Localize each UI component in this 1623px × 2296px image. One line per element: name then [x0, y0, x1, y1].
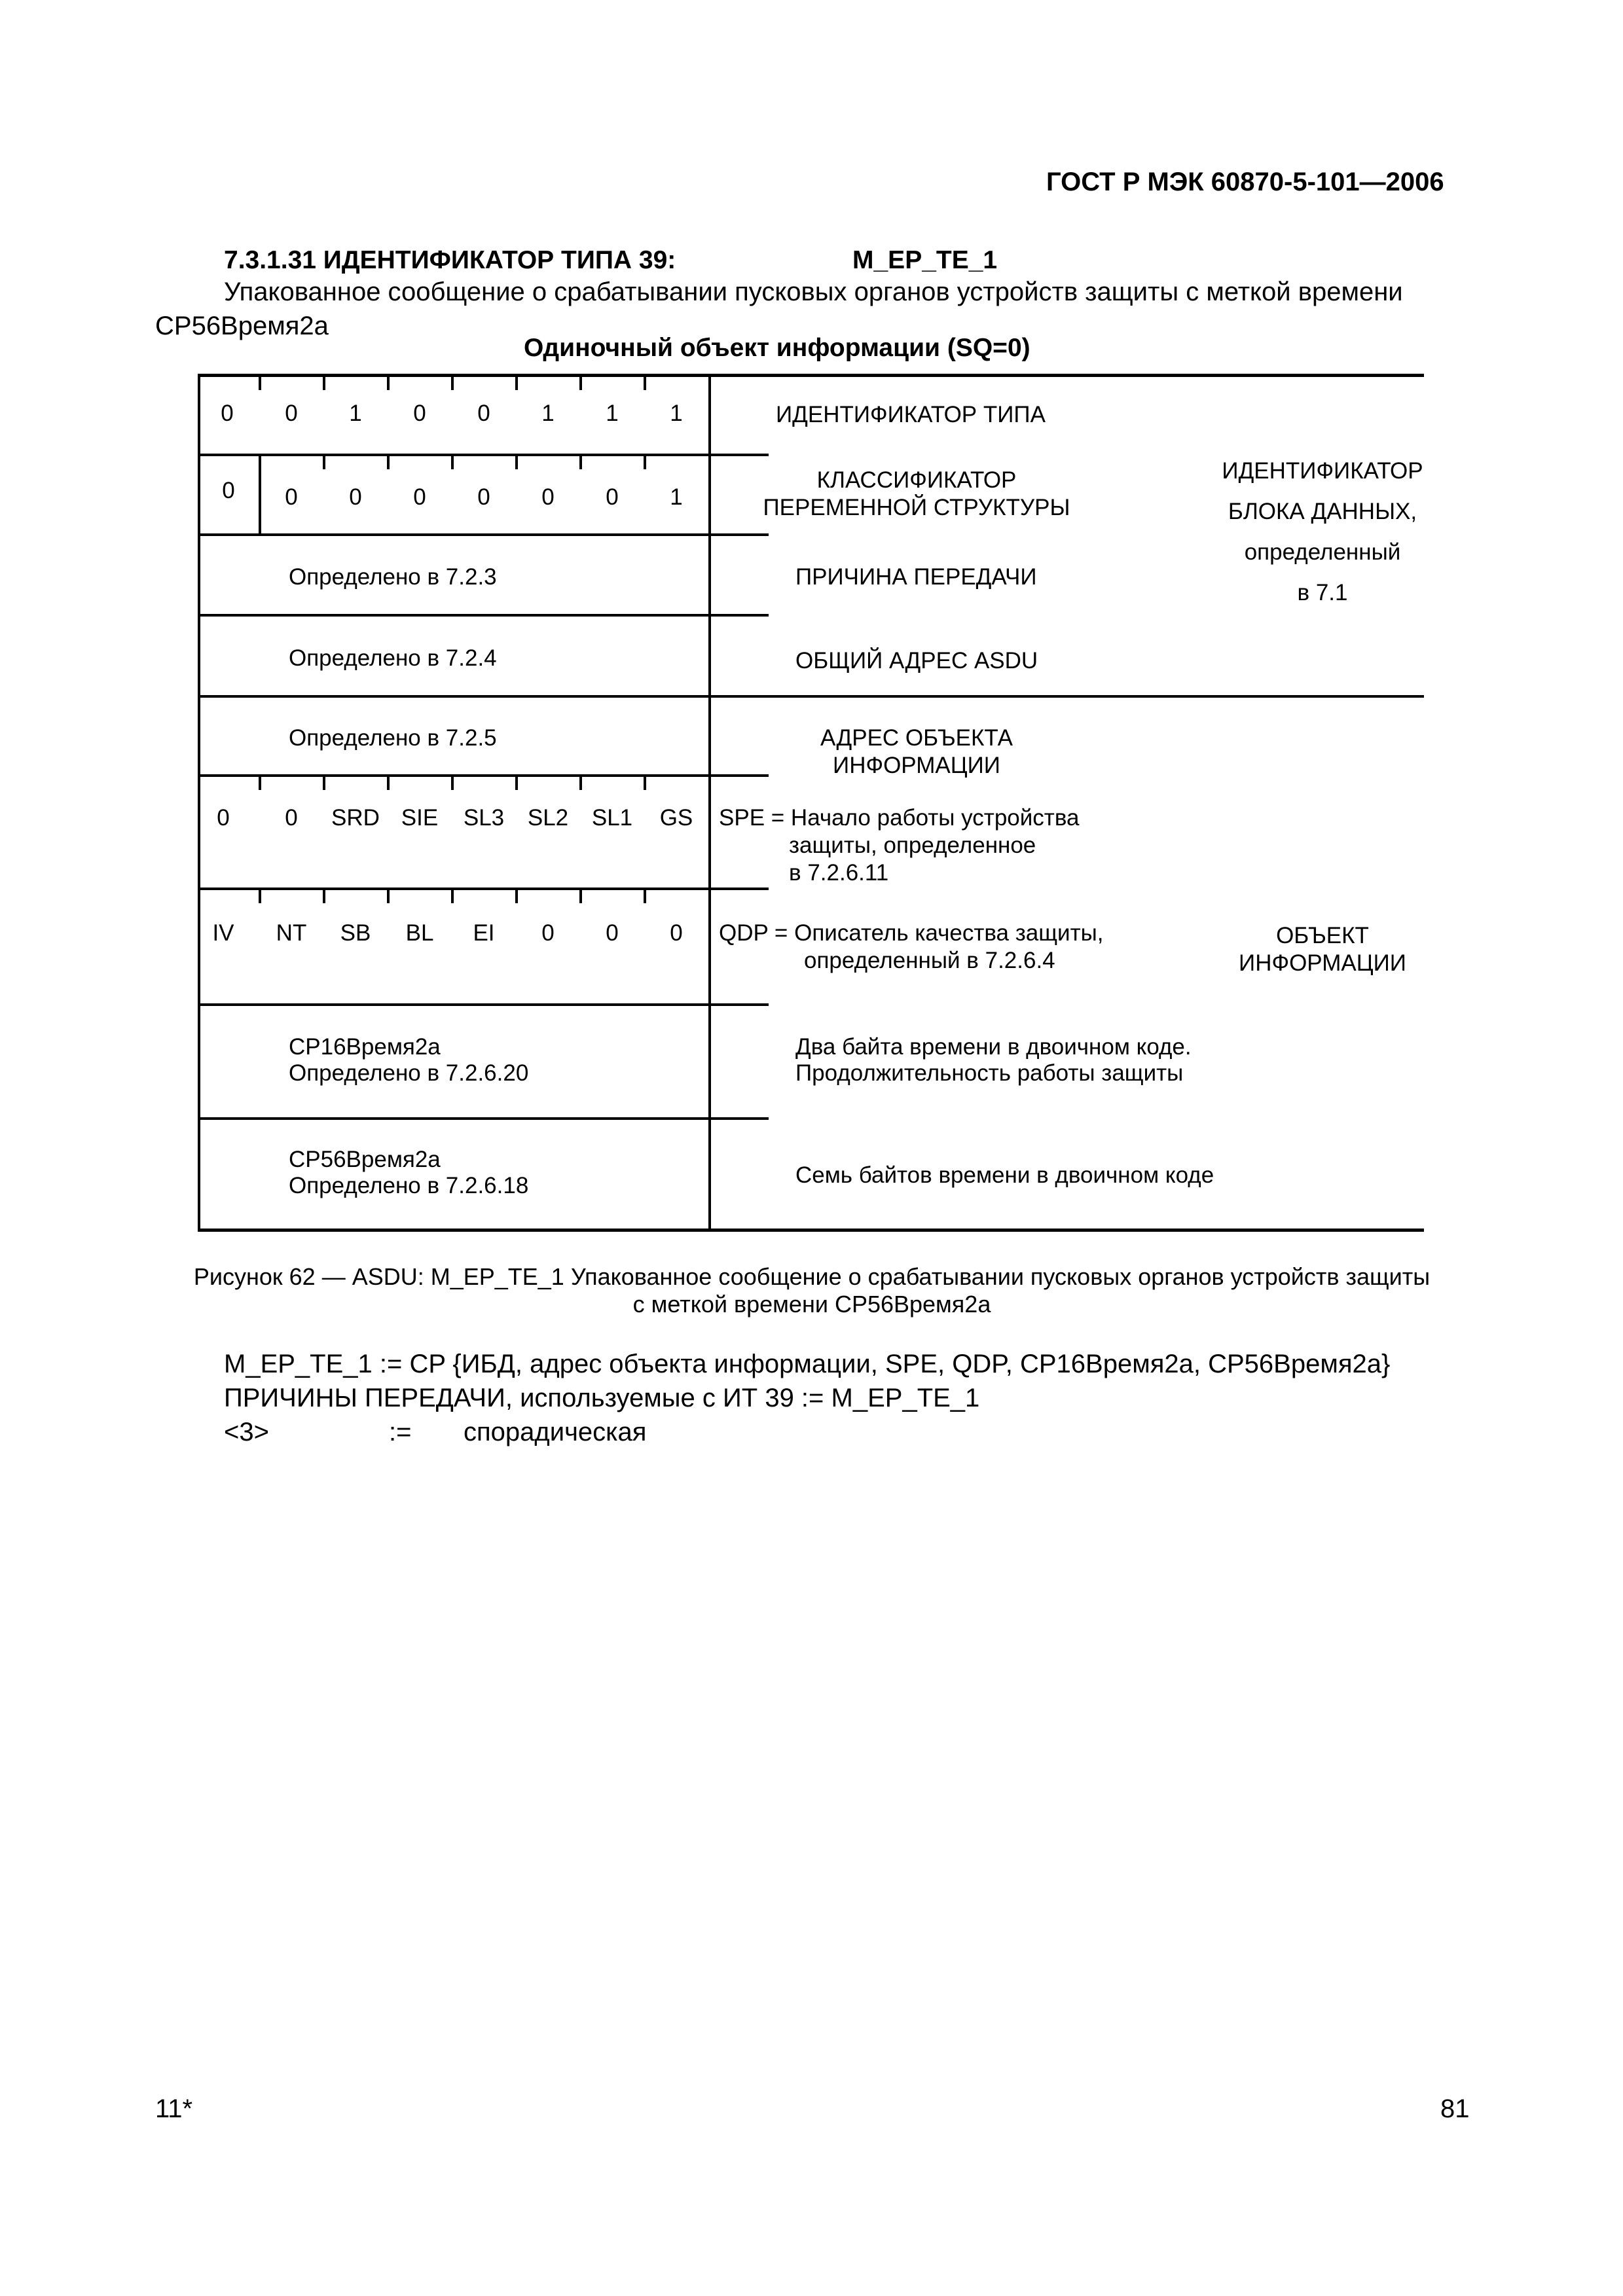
bit-cell: 1 — [670, 484, 683, 510]
formula-definition: M_EP_TE_1 := CP {ИБД, адрес объекта информации, SPE, QDP, CP16Время2а, CP56Время2а} — [224, 1350, 1391, 1378]
bit-tick — [323, 455, 325, 469]
bit-cell: SL1 — [591, 805, 633, 831]
field-definition: CP16Время2а — [289, 1034, 441, 1060]
bit-tick — [451, 455, 454, 469]
group-label: ИДЕНТИФИКАТОР — [1222, 458, 1423, 484]
group-label: определенный — [1244, 539, 1401, 565]
bit-cell: IV — [212, 920, 234, 946]
group-label: ИНФОРМАЦИИ — [1239, 950, 1406, 976]
bit-cell: EI — [473, 920, 495, 946]
bit-cell: SB — [340, 920, 371, 946]
bit-tick — [259, 376, 261, 390]
bit-tick — [323, 376, 325, 390]
bit-cell: 0 — [477, 401, 490, 426]
bit-cell: 0 — [285, 805, 298, 831]
table-bottom-border — [198, 1229, 1424, 1232]
row-sep — [198, 533, 710, 536]
bit-tick — [579, 376, 582, 390]
bit-tick — [387, 376, 390, 390]
bit-cell: 0 — [606, 484, 619, 510]
bit-cell: 1 — [349, 401, 362, 426]
bit-tick — [644, 376, 646, 390]
bit-tick — [644, 776, 646, 790]
bit-cell: 0 — [413, 401, 426, 426]
field-definition: Определено в 7.2.6.20 — [289, 1060, 529, 1086]
bit-cell: NT — [276, 920, 307, 946]
standard-designation: ГОСТ Р МЭК 60870-5-101—2006 — [1046, 168, 1444, 196]
section-heading: 7.3.1.31 ИДЕНТИФИКАТОР ТИПА 39: — [224, 246, 676, 274]
table-divider — [708, 374, 711, 1231]
section-description: Упакованное сообщение о срабатывании пусковых органов устройств защиты с меткой времени — [224, 278, 1403, 306]
bit-cell: SL2 — [527, 805, 569, 831]
cot-code: <3> — [224, 1418, 269, 1446]
row-sep-stub — [710, 888, 769, 890]
bit-tick — [387, 776, 390, 790]
row-sep-stub — [710, 533, 769, 536]
bit-cell: 0 — [221, 401, 234, 426]
bit-tick — [515, 376, 518, 390]
cot-assign: := — [389, 1418, 412, 1446]
bit-cell: 0 — [285, 401, 298, 426]
bit-cell: BL — [405, 920, 434, 946]
field-label: ИНФОРМАЦИИ — [833, 753, 1000, 778]
bit-tick — [451, 376, 454, 390]
field-label: QDP = Описатель качества защиты, — [719, 920, 1104, 946]
bit-tick — [579, 455, 582, 469]
bit-cell: 0 — [349, 484, 362, 510]
row-sep — [198, 695, 710, 698]
bit-cell: 0 — [541, 920, 555, 946]
bit-cell: SIE — [401, 805, 439, 831]
bit-cell: 1 — [670, 401, 683, 426]
bit-cell: 0 — [606, 920, 619, 946]
group-label: ОБЪЕКТ — [1276, 923, 1369, 948]
field-label: ПРИЧИНА ПЕРЕДАЧИ — [795, 564, 1037, 590]
figure-caption-cont: с меткой времени CP56Время2а — [632, 1291, 991, 1318]
bit-tick — [644, 455, 646, 469]
field-definition: Определено в 7.2.5 — [289, 725, 497, 751]
row-sep-stub — [710, 614, 769, 617]
field-label: Два байта времени в двоичном коде. — [795, 1034, 1192, 1060]
cot-name: спорадическая — [464, 1418, 647, 1446]
bit-tick — [515, 455, 518, 469]
field-label: определенный в 7.2.6.4 — [804, 948, 1055, 973]
bit-cell: 0 — [222, 478, 235, 503]
type-code: M_EP_TE_1 — [852, 246, 998, 274]
field-definition: Определено в 7.2.3 — [289, 564, 497, 590]
row-sep — [198, 454, 710, 456]
bit-tick — [451, 776, 454, 790]
bit-cell: 0 — [217, 805, 230, 831]
bit-tick — [451, 889, 454, 903]
row-sep — [198, 1117, 710, 1120]
row-sep-stub — [710, 1117, 769, 1120]
bit-tick — [515, 776, 518, 790]
table-top-border — [198, 374, 1424, 377]
bit-cell: SRD — [331, 805, 380, 831]
bit-tick — [579, 776, 582, 790]
bit-tick — [387, 455, 390, 469]
bit-cell: 0 — [670, 920, 683, 946]
bit-tick — [515, 889, 518, 903]
page-number: 81 — [1440, 2094, 1470, 2123]
row-sep — [198, 774, 710, 777]
field-label: Семь байтов времени в двоичном коде — [795, 1162, 1214, 1188]
row-sep-stub — [710, 454, 769, 456]
bit-cell: 0 — [541, 484, 555, 510]
table-title: Одиночный объект информации (SQ=0) — [524, 334, 1030, 362]
field-label: ИДЕНТИФИКАТОР ТИПА — [776, 402, 1046, 427]
cot-heading: ПРИЧИНЫ ПЕРЕДАЧИ, используемые с ИТ 39 := M_EP_TE_1 — [224, 1384, 980, 1412]
bit-tick — [323, 889, 325, 903]
field-definition: Определено в 7.2.4 — [289, 645, 497, 671]
field-label: в 7.2.6.11 — [789, 860, 889, 886]
bit-cell: 1 — [541, 401, 555, 426]
section-description-cont: CP56Время2а — [155, 312, 329, 340]
group-label: БЛОКА ДАННЫХ, — [1228, 499, 1417, 524]
bit-cell: 0 — [285, 484, 298, 510]
row-sep — [198, 614, 710, 617]
figure-caption: Рисунок 62 — ASDU: M_EP_TE_1 Упакованное сообщение о срабатывании пусковых органов устройств защиты — [193, 1263, 1431, 1290]
field-label: КЛАССИФИКАТОР — [816, 467, 1017, 493]
bit-cell: 0 — [413, 484, 426, 510]
field-label: АДРЕС ОБЪЕКТА — [820, 725, 1013, 751]
bit-cell: 1 — [606, 401, 619, 426]
field-label: защиты, определенное — [789, 833, 1036, 858]
row-sep-stub — [710, 1003, 769, 1006]
field-definition: CP56Время2а — [289, 1147, 441, 1172]
field-definition: Определено в 7.2.6.18 — [289, 1173, 529, 1198]
row-sep — [198, 1003, 710, 1006]
bit-tick — [259, 889, 261, 903]
field-label: Продолжительность работы защиты — [795, 1060, 1184, 1086]
bit-cell: SL3 — [463, 805, 505, 831]
bit-cell: 0 — [477, 484, 490, 510]
group-label: в 7.1 — [1297, 580, 1348, 605]
bit-tick — [579, 889, 582, 903]
footer-sheet-mark: 11* — [155, 2094, 193, 2123]
bit-tick — [387, 889, 390, 903]
group-separator — [710, 695, 1424, 698]
bit-tick — [323, 776, 325, 790]
bit-cell: GS — [659, 805, 693, 831]
row-sep — [198, 888, 710, 890]
field-label: SPE = Начало работы устройства — [719, 805, 1080, 831]
field-label: ОБЩИЙ АДРЕС ASDU — [795, 648, 1038, 673]
bit-tick — [259, 776, 261, 790]
bit-tick — [644, 889, 646, 903]
field-label: ПЕРЕМЕННОЙ СТРУКТУРЫ — [763, 495, 1070, 520]
